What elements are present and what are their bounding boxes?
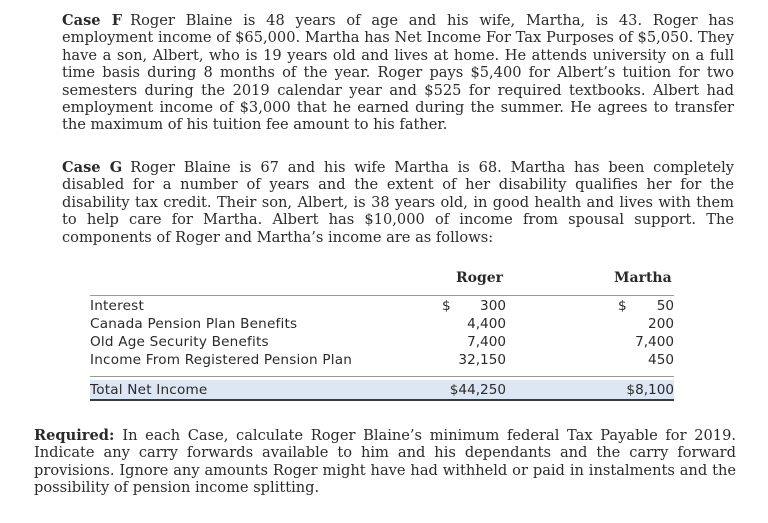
required-paragraph: [34, 427, 736, 497]
total-rule: [90, 399, 674, 401]
roger-value: 300: [480, 298, 506, 314]
martha-value: 7,400: [635, 334, 674, 350]
roger-value: 32,150: [458, 352, 506, 368]
required-label: Required:: [34, 427, 115, 444]
roger-value: 4,400: [467, 316, 506, 332]
case-f-paragraph: [62, 12, 734, 134]
row-label: Old Age Security Benefits: [90, 334, 269, 350]
total-label: Total Net Income: [90, 382, 208, 398]
row-label: Interest: [90, 298, 144, 314]
martha-value: 50: [656, 298, 674, 314]
table-row: [90, 315, 674, 333]
row-label: Income From Registered Pension Plan: [90, 352, 353, 368]
col-header-martha: Martha: [614, 270, 672, 286]
table-row: [90, 297, 674, 315]
roger-total: $44,250: [449, 382, 506, 398]
currency-sign: $: [442, 298, 451, 314]
currency-sign: $: [618, 298, 627, 314]
case-g-paragraph: [62, 159, 734, 246]
col-header-roger: Roger: [456, 270, 504, 286]
required-text: In each Case, calculate Roger Blaine’s minimum federal Tax Payable for 2019. Indicate any carry forwards available to him and his dependants and the carry forward provisions. Ignore any amounts Roger might have had withheld or paid in instalments and the possibility of pension income splitting.: [34, 427, 736, 497]
header-rule: [90, 295, 674, 296]
martha-value: 200: [648, 316, 674, 332]
table-row: [90, 351, 674, 369]
roger-value: 7,400: [467, 334, 506, 350]
case-g-text: Roger Blaine is 67 and his wife Martha is 68. Martha has been completely disabled for a number of years and the extent of her disability qualifies her for the disability tax credit. Their son, Albert, is 38 years old, in good health and lives with them to help care for Martha. Albert has $10,000 of income from spousal support. The components of Roger and Martha’s income are as follows:: [62, 159, 734, 246]
row-label: Canada Pension Plan Benefits: [90, 316, 298, 332]
subtotal-rule: [90, 376, 674, 377]
table-row: [90, 333, 674, 351]
case-g-label: Case G: [62, 159, 123, 176]
case-f-text: Roger Blaine is 48 years of age and his wife, Martha, is 43. Roger has employment income of $65,000. Martha has Net Income For Tax Purposes of $5,050. They have a son, Albert, who is 19 years old and lives at home. He attends university on a full time basis during 8 months of the year. Roger pays $5,400 for Albert’s tuition for two semesters during the 2019 calendar year and $525 for required textbooks. Albert had employment income of $3,000 that he earned during the summer. He agrees to transfer the maximum of his tuition fee amount to his father.: [62, 12, 734, 134]
martha-value: 450: [648, 352, 674, 368]
total-row: [90, 381, 674, 399]
martha-total: $8,100: [626, 382, 674, 398]
case-f-label: Case F: [62, 12, 123, 29]
income-table: [90, 270, 674, 406]
